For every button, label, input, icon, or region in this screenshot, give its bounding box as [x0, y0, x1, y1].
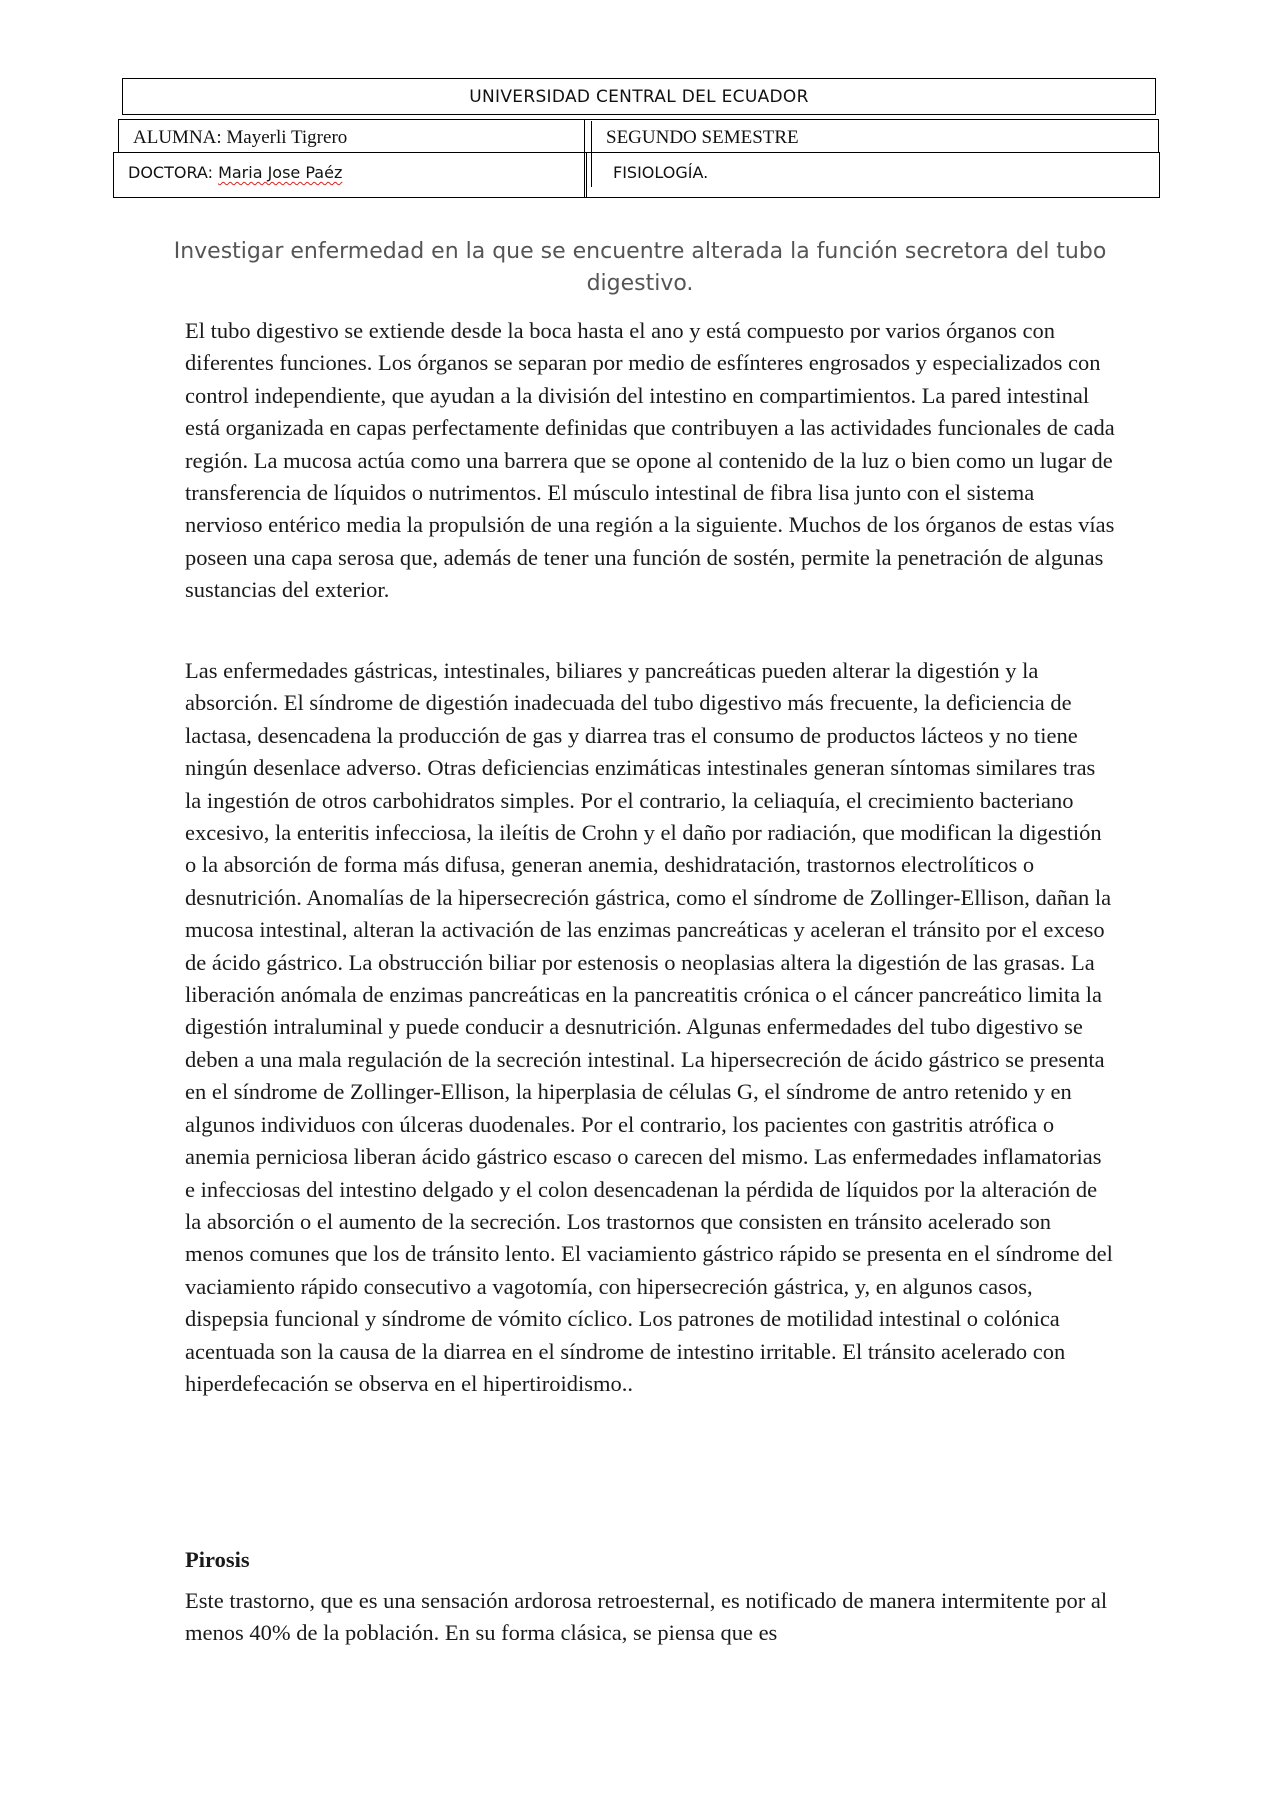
paragraph-3: Este trastorno, que es una sensación ardorosa retroesternal, es notificado de manera intermitente por al menos 40% de la población. En su forma clásica, se piensa que es [185, 1588, 1108, 1646]
paragraph-1: El tubo digestivo se extiende desde la boca hasta el ano y está compuesto por varios órganos con diferentes funciones. Los órganos se separan por medio de esfínteres engrosados y especializados con control independiente, que ayudan a la división del intestino en compartimientos. La pared intestinal está organizada en capas perfectamente definidas que contribuyen a las actividades funcionales de cada región. La mucosa actúa como una barrera que se opone al contenido de la luz o bien como un lugar de transferencia de líquidos o nutrimentos. El músculo intestinal de fibra lisa junto con el sistema nervioso entérico media la propulsión de una región a la siguiente. Muchos de los órganos de estas vías poseen una capa serosa que, además de tener una función de sostén, permite la penetración de algunas sustancias del exterior. [185, 318, 1115, 603]
doctor-name: Maria Jose Paéz [218, 163, 343, 182]
section-heading-pirosis: Pirosis [185, 1547, 250, 1572]
student-label: ALUMNA: Mayerli Tigrero [133, 127, 348, 148]
semester-label: SEGUNDO SEMESTRE [606, 127, 799, 148]
paragraph-2: Las enfermedades gástricas, intestinales, biliares y pancreáticas pueden alterar la digestión y la absorción. El síndrome de digestión inadecuada del tubo digestivo más frecuente, la deficiencia de lactasa, desencadena la producción de gas y diarrea tras el consumo de productos lácteos y no tiene ningún desenlace adverso. Otras deficiencias enzimáticas intestinales generan síntomas similares tras la ingestión de otros carbohidratos simples. Por el contrario, la celiaquía, el crecimiento bacteriano excesivo, la enteritis infecciosa, la ileítis de Crohn y el daño por radiación, que modifican la digestión o la absorción de forma más difusa, generan anemia, deshidratación, trastornos electrolíticos o desnutrición. Anomalías de la hipersecreción gástrica, como el síndrome de Zollinger-Ellison, dañan la mucosa intestinal, alteran la activación de las enzimas pancreáticas y aceleran el tránsito por el exceso de ácido gástrico. La obstrucción biliar por estenosis o neoplasias altera la digestión de las grasas. La liberación anómala de enzimas pancreáticas en la pancreatitis crónica o el cáncer pancreático limita la digestión intraluminal y puede conducir a desnutrición. Algunas enfermedades del tubo digestivo se deben a una mala regulación de la secreción intestinal. La hipersecreción de ácido gástrico se presenta en el síndrome de Zollinger-Ellison, la hiperplasia de células G, el síndrome de antro retenido y en algunos individuos con úlceras duodenales. Por el contrario, los pacientes con gastritis atrófica o anemia perniciosa liberan ácido gástrico escaso o carecen del mismo. Las enfermedades inflamatorias e infecciosas del intestino delgado y el colon desencadenan la pérdida de líquidos por la alteración de la absorción o el aumento de la secreción. Los trastornos que consisten en tránsito acelerado son menos comunes que los de tránsito lento. El vaciamiento gástrico rápido se presenta en el síndrome del vaciamiento rápido consecutivo a vagotomía, con hipersecreción gástrica, y, en algunos casos, dispepsia funcional y síndrome de vómito cíclico. Los patrones de motilidad intestinal o colónica acentuada son la causa de la diarrea en el síndrome de intestino irritable. El tránsito acelerado con hiperdefecación se observa en el hipertiroidismo.. [185, 658, 1113, 1396]
subject-label: FISIOLOGÍA. [613, 163, 709, 182]
document-title: Investigar enfermedad en la que se encuentre alterada la función secretora del tubo digestivo. [173, 239, 1107, 296]
doctor-label [128, 163, 342, 182]
table-divider [584, 121, 592, 187]
university-header: UNIVERSIDAD CENTRAL DEL ECUADOR [122, 78, 1156, 115]
doctor-prefix: DOCTORA: [128, 163, 219, 182]
